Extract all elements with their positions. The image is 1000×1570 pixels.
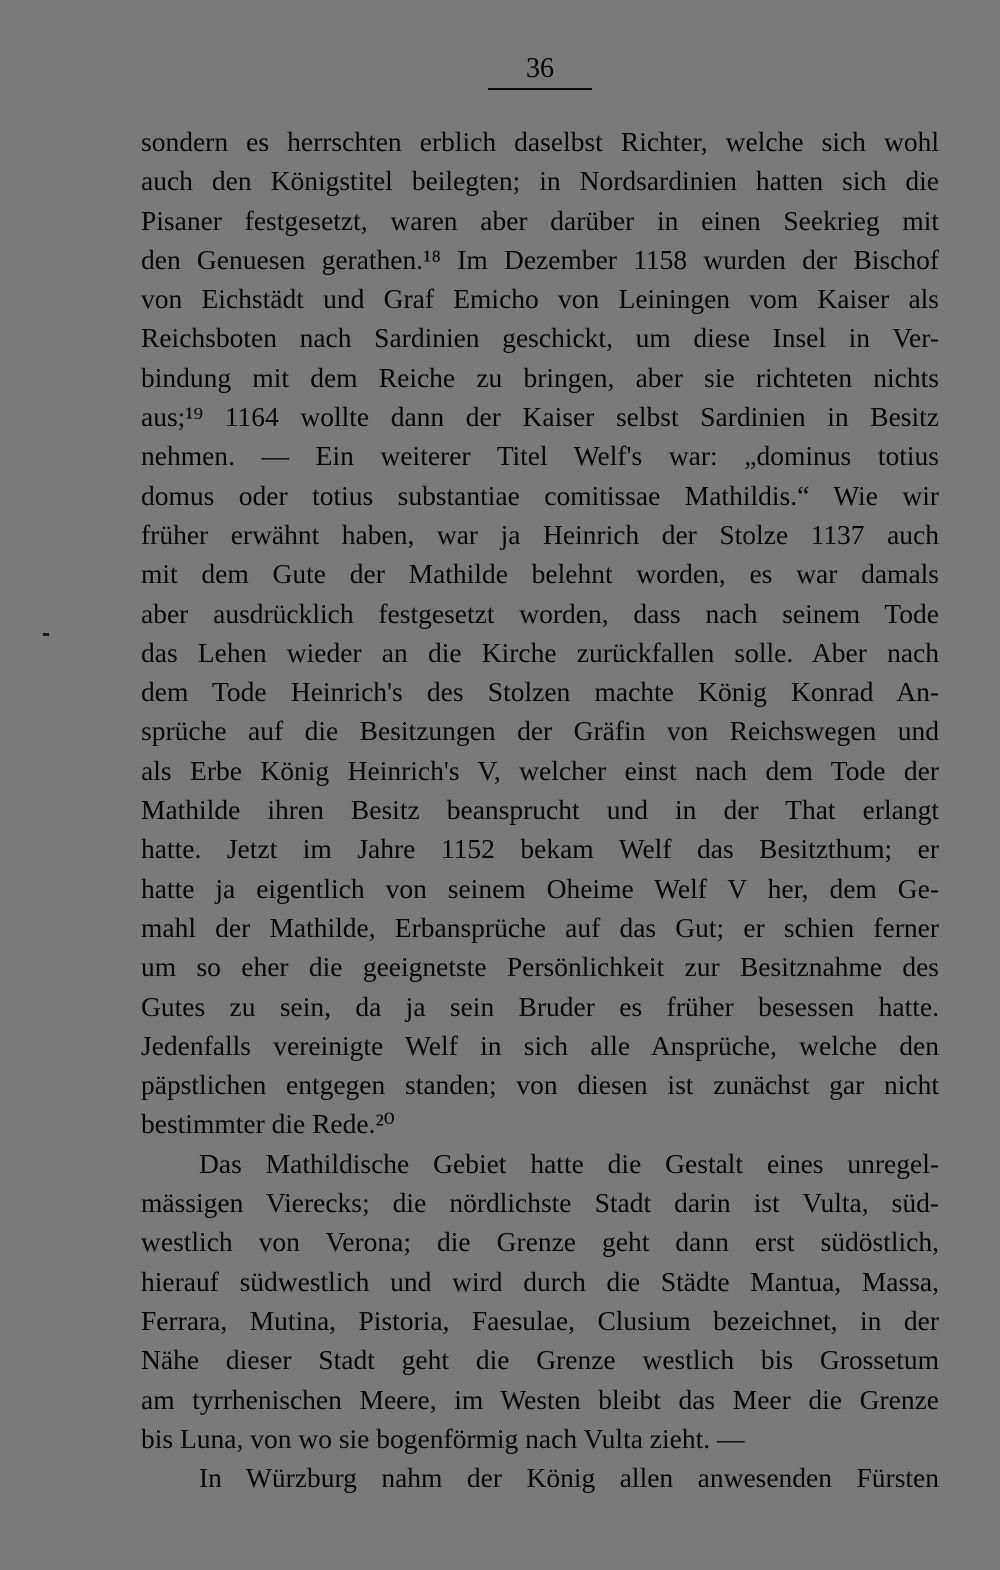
text-line: Mathilde ihren Besitz beansprucht und in der That erlangt [141,794,939,826]
text-line: bestimmter die Rede.²⁰ [141,1108,395,1140]
text-line: In Würzburg nahm der König allen anwesenden Fürsten [199,1462,939,1494]
text-line: nehmen. — Ein weiterer Titel Welf's war: „dominus totius [141,440,939,472]
text-line: päpstlichen entgegen standen; von diesen ist zunächst gar nicht [141,1069,939,1101]
body-text [141,122,939,1497]
text-line: aber ausdrücklich festgesetzt worden, dass nach seinem Tode [141,597,939,629]
text-line: hatte ja eigentlich von seinem Oheime Welf V her, dem Ge- [141,872,939,904]
text-line: hatte. Jetzt im Jahre 1152 bekam Welf das Besitzthum; er [141,833,939,865]
text-line: früher erwähnt haben, war ja Heinrich der Stolze 1137 auch [141,518,939,550]
text-line: aus;¹⁹ 1164 wollte dann der Kaiser selbst Sardinien in Besitz [141,401,939,433]
text-line: um so eher die geeignetste Persönlichkeit zur Besitznahme des [141,951,939,983]
text-line: das Lehen wieder an die Kirche zurückfallen solle. Aber nach [141,636,939,668]
text-line: Das Mathildische Gebiet hatte die Gestalt eines unregel- [199,1147,939,1179]
page-number-rule [488,88,592,90]
text-line: Ferrara, Mutina, Pistoria, Faesulae, Clusium bezeichnet, in der [141,1304,939,1336]
text-line: auch den Königstitel beilegten; in Nordsardinien hatten sich die [141,165,939,197]
text-line: domus oder totius substantiae comitissae Mathildis.“ Wie wir [141,479,939,511]
text-line: mahl der Mathilde, Erbansprüche auf das Gut; er schien ferner [141,911,939,943]
text-line: Reichsboten nach Sardinien geschickt, um diese Insel in Ver- [141,322,939,354]
text-line: von Eichstädt und Graf Emicho von Leiningen vom Kaiser als [141,283,939,315]
text-line: sprüche auf die Besitzungen der Gräfin von Reichswegen und [141,715,939,747]
text-line: am tyrrhenischen Meere, im Westen bleibt das Meer die Grenze [141,1383,939,1415]
text-line: Jedenfalls vereinigte Welf in sich alle Ansprüche, welche den [141,1029,939,1061]
text-line: mässigen Vierecks; die nördlichste Stadt darin ist Vulta, süd- [141,1187,939,1219]
text-line: bis Luna, von wo sie bogenförmig nach Vulta zieht. — [141,1422,745,1454]
text-line: dem Tode Heinrich's des Stolzen machte König Konrad An- [141,676,939,708]
text-line: hierauf südwestlich und wird durch die Städte Mantua, Massa, [141,1265,939,1297]
page-number: 36 [526,53,554,84]
text-line: den Genuesen gerathen.¹⁸ Im Dezember 1158 wurden der Bischof [141,243,939,275]
text-line: sondern es herrschten erblich daselbst Richter, welche sich wohl [141,126,939,157]
scan-speck [43,633,49,636]
text-line: als Erbe König Heinrich's V, welcher einst nach dem Tode der [141,754,939,786]
text-line: westlich von Verona; die Grenze geht dann erst südöstlich, [141,1226,939,1258]
text-line: bindung mit dem Reiche zu bringen, aber sie richteten nichts [141,361,939,393]
text-line: Pisaner festgesetzt, waren aber darüber in einen Seekrieg mit [141,204,939,236]
text-line: Gutes zu sein, da ja sein Bruder es früher besessen hatte. [141,990,939,1022]
text-line: mit dem Gute der Mathilde belehnt worden, es war damals [141,558,939,590]
text-line: Nähe dieser Stadt geht die Grenze westlich bis Grossetum [141,1344,939,1376]
